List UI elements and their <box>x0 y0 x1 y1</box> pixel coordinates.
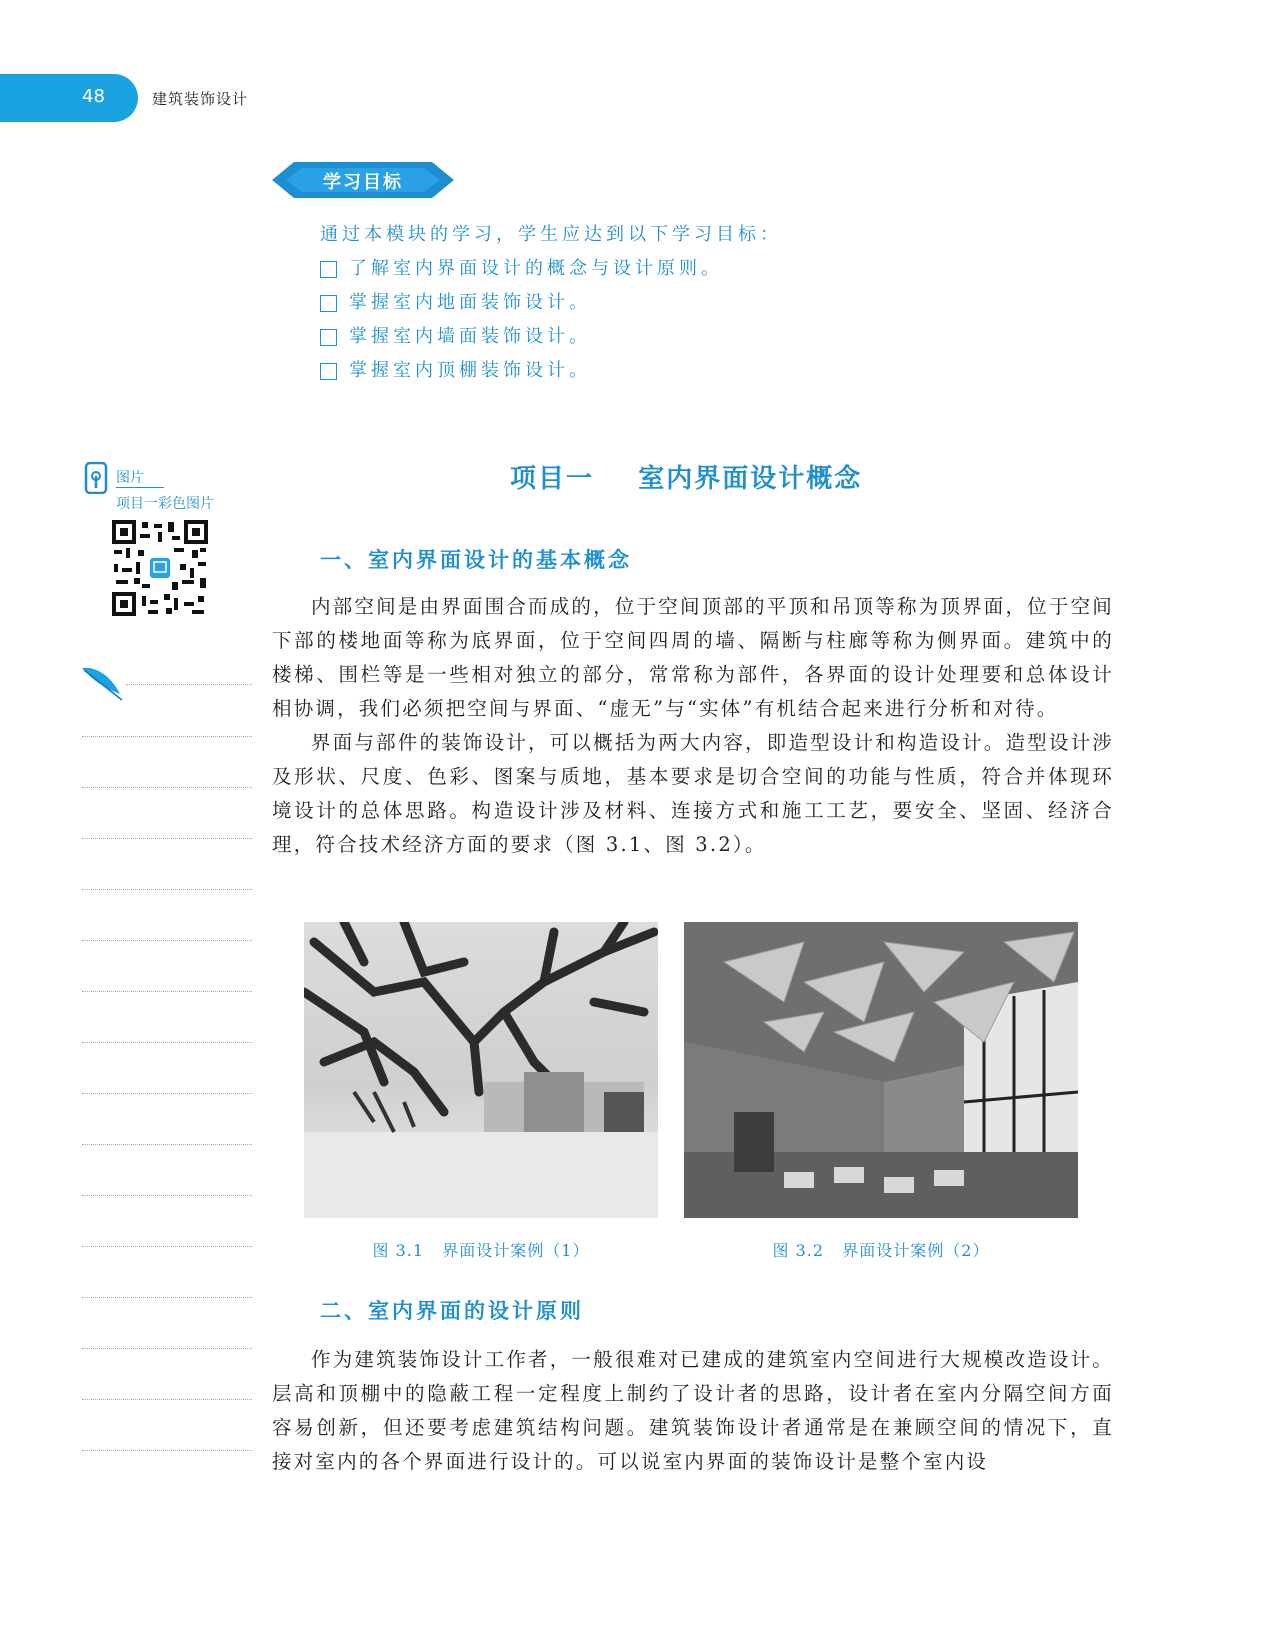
note-line <box>82 736 252 737</box>
paragraph: 作为建筑装饰设计工作者，一般很难对已建成的建筑室内空间进行大规模改造设计。层高和顶棚中的隐蔽工程一定程度上制约了设计者的思路，设计者在室内分隔空间方面容易创新，但还要考虑建筑结构问题。建筑装饰设计者通常是在兼顾空间的情况下，直接对室内的各个界面进行设计的。可以说室内界面的装饰设计是整个室内设 <box>272 1348 1114 1473</box>
objective-text: 掌握室内地面装饰设计。 <box>349 292 591 313</box>
note-line <box>82 838 252 839</box>
resource-subtitle: 项目一彩色图片 <box>116 496 214 512</box>
checkbox-icon <box>320 329 337 346</box>
note-line <box>82 1348 252 1349</box>
figure-3-2 <box>684 922 1078 1218</box>
resource-label: 图片 <box>116 467 164 488</box>
note-line <box>82 1195 252 1196</box>
objectives-intro: 通过本模块的学习，学生应达到以下学习目标： <box>320 224 782 245</box>
section1-body <box>272 590 1114 862</box>
paragraph: 内部空间是由界面围合而成的，位于空间顶部的平顶和吊顶等称为顶界面，位于空间下部的楼地面等称为底界面，位于空间四周的墙、隔断与柱廊等称为侧界面。建筑中的楼梯、围栏等是一些相对独立的部分，常常称为部件，各界面的设计处理要和总体设计相协调，我们必须把空间与界面、“虚无”与“实体”有机结合起来进行分析和对待。 <box>272 595 1114 720</box>
checkbox-icon <box>320 261 337 278</box>
note-line <box>82 1450 252 1451</box>
note-line <box>82 940 252 941</box>
checkbox-icon <box>320 295 337 312</box>
objectives-badge <box>272 160 454 200</box>
paragraph: 界面与部件的装饰设计，可以概括为两大内容，即造型设计和构造设计。造型设计涉及形状、尺度、色彩、图案与质地，基本要求是切合空间的功能与性质，符合并体现环境设计的总体思路。构造设计涉及材料、连接方式和施工工艺，要安全、坚固、经济合理，符合技术经济方面的要求（图 3.1、图 3.2）。 <box>272 731 1114 856</box>
note-line <box>82 1297 252 1298</box>
objective-text: 掌握室内顶棚装饰设计。 <box>349 360 591 381</box>
note-line <box>82 1042 252 1043</box>
objective-text: 了解室内界面设计的概念与设计原则。 <box>349 258 723 279</box>
checkbox-icon <box>320 363 337 380</box>
figure-3-2-image <box>684 922 1078 1218</box>
figure-caption: 图 3.2 界面设计案例（2） <box>772 1241 990 1260</box>
objectives-list <box>320 218 782 388</box>
note-line <box>82 1144 252 1145</box>
section2-body <box>272 1343 1114 1479</box>
objective-item <box>320 354 782 388</box>
objective-item <box>320 320 782 354</box>
note-line <box>126 684 252 685</box>
figure-caption: 图 3.1 界面设计案例（1） <box>372 1241 590 1260</box>
note-line <box>82 889 252 890</box>
section-heading: 二、室内界面的设计原则 <box>320 1299 584 1323</box>
note-line <box>82 991 252 992</box>
figure-3-1-image <box>304 922 658 1218</box>
section-heading: 一、室内界面设计的基本概念 <box>320 548 632 572</box>
note-line <box>82 1246 252 1247</box>
book-title: 建筑装饰设计 <box>152 90 249 108</box>
objective-text: 掌握室内墙面装饰设计。 <box>349 326 591 347</box>
phone-touch-icon <box>84 462 108 494</box>
objectives-badge-label: 学习目标 <box>323 172 403 193</box>
note-line <box>82 1399 252 1400</box>
objective-item <box>320 252 782 286</box>
feather-pen-icon <box>80 664 126 704</box>
figure-3-1 <box>304 922 658 1218</box>
objective-item <box>320 286 782 320</box>
page-number: 48 <box>82 86 105 107</box>
page-number-tab <box>0 74 138 122</box>
note-line <box>82 787 252 788</box>
project-title: 项目一 室内界面设计概念 <box>510 464 863 494</box>
qr-code[interactable] <box>112 520 208 616</box>
note-line <box>82 1093 252 1094</box>
